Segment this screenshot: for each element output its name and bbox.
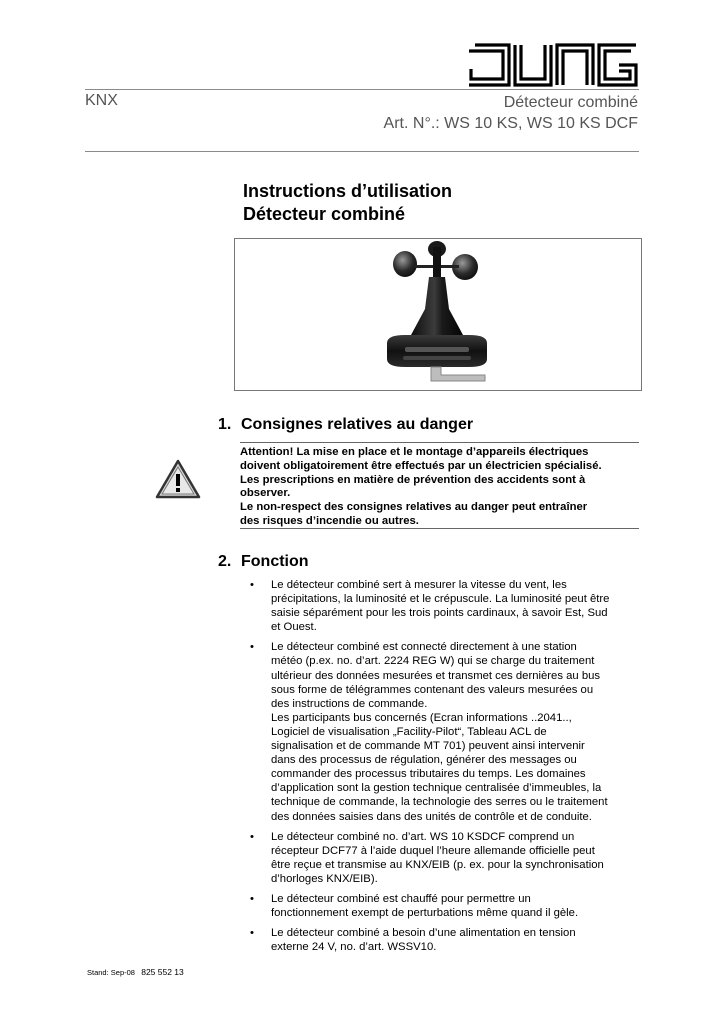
- list-line: Le détecteur combiné no. d’art. WS 10 KSDCF comprend un: [271, 830, 575, 843]
- list-item: [243, 926, 643, 954]
- section-1-title: Consignes relatives au danger: [241, 416, 474, 433]
- list-line: météo (p.ex. no. d’art. 2224 REG W) qui se charge du traitement: [271, 655, 595, 668]
- list-item: [243, 578, 643, 634]
- combined-sensor-image: [235, 239, 641, 390]
- list-item: [243, 640, 643, 823]
- bullet-icon: •: [250, 830, 254, 843]
- title-line-2: Détecteur combiné: [243, 204, 406, 224]
- list-line: Les participants bus concernés (Ecran informations ..2041..,: [271, 711, 572, 724]
- warning-line: Les prescriptions en matière de prévention des accidents sont à: [240, 473, 586, 486]
- section-2-number: 2.: [218, 553, 232, 570]
- list-line: signalisation et de commande MT 701) peuvent ainsi intervenir: [271, 740, 585, 753]
- header-rule-bottom: [85, 151, 639, 152]
- header-rule-top: [85, 89, 639, 90]
- safety-warning-box: [240, 442, 639, 529]
- header-product-line: KNX: [85, 92, 118, 109]
- section-1-number: 1.: [218, 416, 232, 433]
- list-line: ultérieur des données mesurées et transmet ces dernières au bus: [271, 669, 601, 682]
- list-line: des données saisies dans des unités de contrôle et de conduite.: [271, 810, 592, 823]
- list-line: d’application sont la gestion technique centralisée d’immeubles, la: [271, 782, 602, 795]
- list-line: Le détecteur combiné est chauffé pour permettre un: [271, 892, 531, 905]
- bullet-icon: •: [250, 927, 254, 940]
- footer-document-code: 825 552 13: [141, 967, 184, 977]
- list-line: dans des processus de régulation, générer des messages ou: [271, 754, 577, 767]
- list-line: saisie séparément pour les trois points cardinaux, à savoir Est, Sud: [271, 607, 608, 620]
- list-line: et Ouest.: [271, 621, 317, 634]
- list-line: d’horloges KNX/EIB).: [271, 872, 378, 885]
- list-line: précipitations, la luminosité et le crépuscule. La luminosité peut être: [271, 593, 610, 606]
- list-item: [243, 830, 643, 886]
- list-line: Le détecteur combiné est connecté directement à une station: [271, 641, 577, 654]
- section-1-heading: [218, 416, 473, 434]
- list-item: [243, 892, 643, 920]
- jung-logo: [467, 43, 638, 87]
- list-line: externe 24 V, no. d’art. WSSV10.: [271, 941, 437, 954]
- list-line: sous forme de télégrammes contenant des valeurs mesurées ou: [271, 683, 594, 696]
- warning-line: Attention! La mise en place et le montage d’appareils électriques: [240, 446, 589, 458]
- list-line: fonctionnement exempt de perturbations même quand il gèle.: [271, 907, 579, 920]
- product-photo: [234, 238, 642, 391]
- warning-line: Le non-respect des consignes relatives au danger peut entraîner: [240, 501, 588, 514]
- warning-triangle-icon: [155, 459, 201, 499]
- warning-line: doivent obligatoirement être effectués par un électricien spécialisé.: [240, 459, 602, 472]
- list-line: des instructions de commande.: [271, 697, 428, 710]
- bullet-icon: •: [250, 579, 254, 591]
- footer-stand-date: Stand: Sep-08: [87, 968, 135, 977]
- list-line: Le détecteur combiné sert à mesurer la vitesse du vent, les: [271, 579, 567, 591]
- title-line-1: Instructions d’utilisation: [243, 181, 453, 201]
- list-line: technique de commande, la technologie des serres ou le traitement: [271, 796, 608, 809]
- list-line: récepteur DCF77 à l’aide duquel l’heure allemande officielle peut: [271, 844, 595, 857]
- footer: [87, 967, 184, 977]
- header-product-info: [384, 92, 638, 134]
- section-2-heading: [218, 553, 309, 571]
- warning-line: observer.: [240, 487, 291, 500]
- header-product-name: Détecteur combiné: [503, 94, 638, 111]
- list-line: Le détecteur combiné a besoin d’une alimentation en tension: [271, 927, 576, 940]
- warning-line: des risques d’incendie ou autres.: [240, 514, 419, 527]
- function-bullet-list: [243, 578, 643, 960]
- list-line: commander des processus tributaires du temps. Les domaines: [271, 768, 586, 781]
- header-article-number: Art. N°.: WS 10 KS, WS 10 KS DCF: [383, 115, 638, 132]
- section-2-title: Fonction: [241, 553, 309, 570]
- list-line: Logiciel de visualisation „Facility-Pilot“, Tableau ACL de: [271, 725, 547, 738]
- list-line: être reçue et transmise au KNX/EIB (p. ex. pour la synchronisation: [271, 858, 604, 871]
- bullet-icon: •: [250, 641, 254, 654]
- document-title: [243, 180, 452, 226]
- bullet-icon: •: [250, 892, 254, 905]
